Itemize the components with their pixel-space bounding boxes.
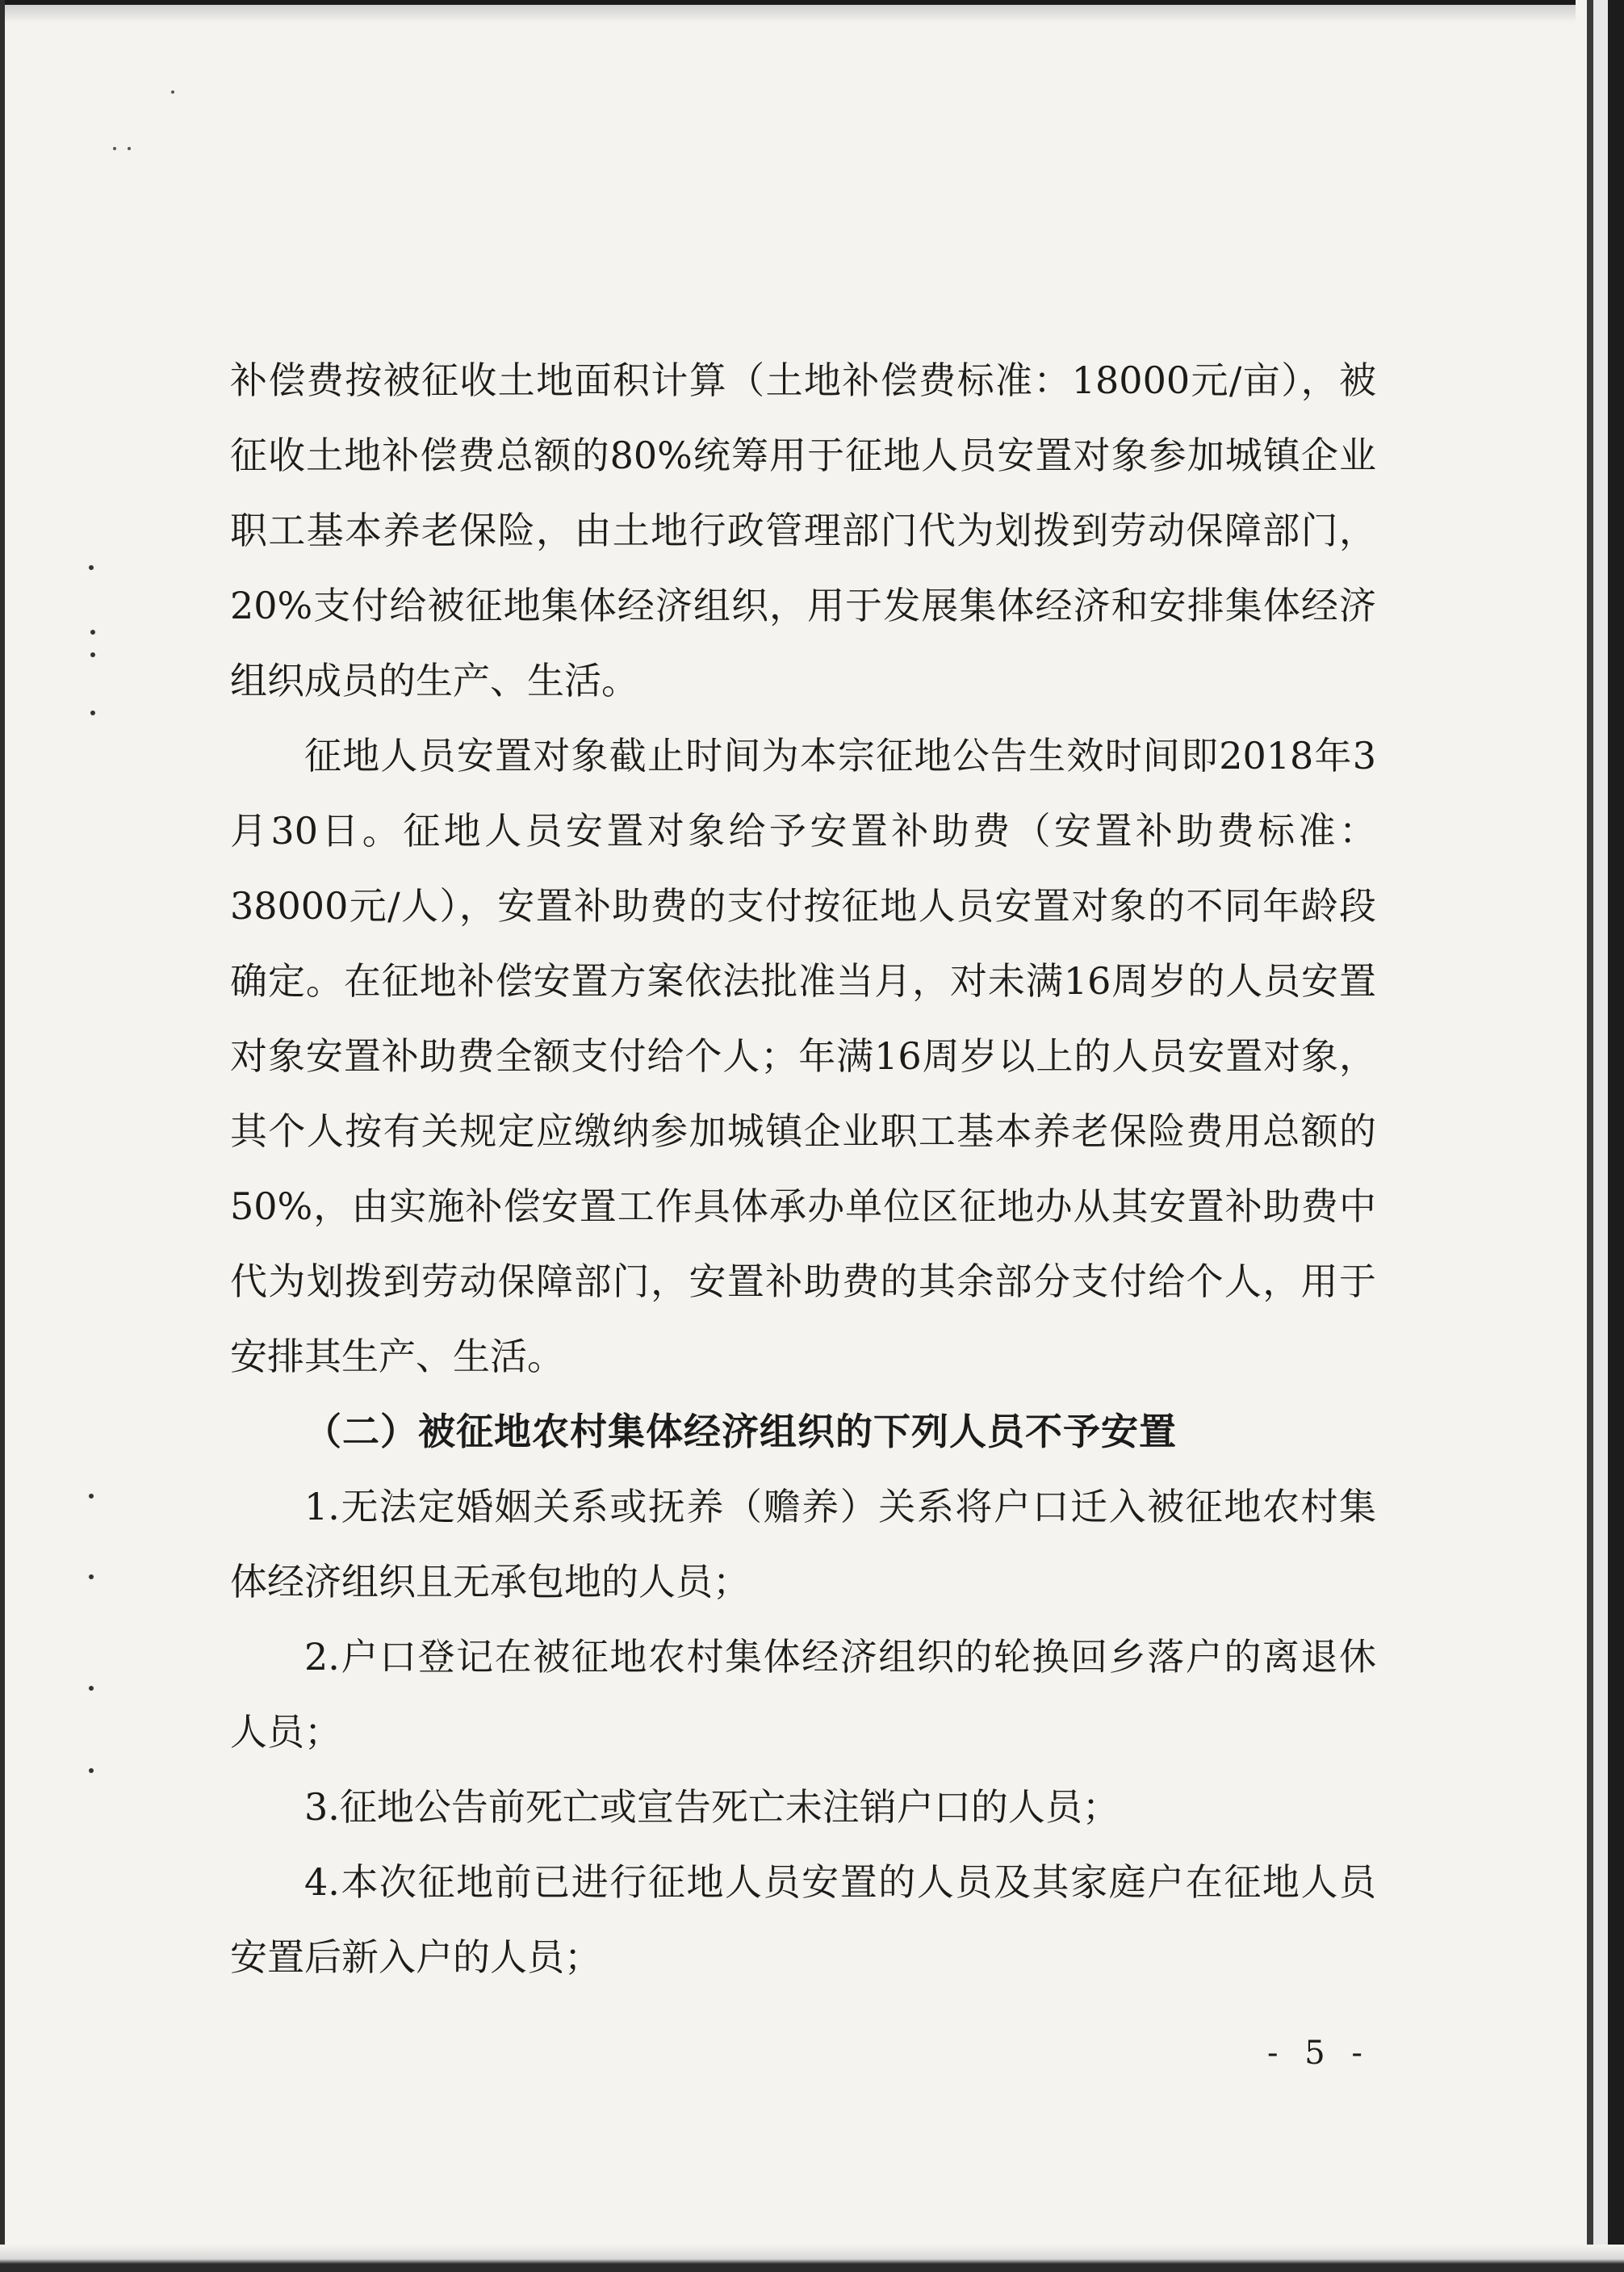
scan-speck	[113, 147, 116, 150]
list-item-4: 4.本次征地前已进行征地人员安置的人员及其家庭户在征地人员安置后新入户的人员；	[230, 1860, 1376, 1979]
binding-hole-mark	[90, 630, 95, 635]
page-number: - 5 -	[1267, 2035, 1371, 2072]
scan-speck	[171, 90, 174, 94]
paragraph-resettlement-deadline: 征地人员安置对象截止时间为本宗征地公告生效时间即2018年3月30日。征地人员安置对象给予安置补助费（安置补助费标准：38000元/人），安置补助费的支付按征地人员安置对象的不同年龄段确定。在征地补偿安置方案依法批准当月，对未满16周岁的人员安置对象安置补助费全额支付给个人；年满16周岁以上的人员安置对象，其个人按有关规定应缴纳参加城镇企业职工基本养老保险费用总额的50%，由实施补偿安置工作具体承办单位区征地办从其安置补助费中代为划拨到劳动保障部门，安置补助费的其余部分支付给个人，用于安排其生产、生活。	[230, 734, 1376, 1378]
scan-edge-left	[0, 0, 5, 2272]
list-item-1: 1.无法定婚姻关系或抚养（赡养）关系将户口迁入被征地农村集体经济组织且无承包地的人员；	[230, 1485, 1376, 1603]
binding-hole-mark	[89, 1494, 94, 1499]
scan-edge-top	[0, 0, 1624, 23]
list-item-3: 3.征地公告前死亡或宣告死亡未注销户口的人员；	[304, 1785, 1120, 1829]
binding-hole-mark	[89, 1686, 94, 1691]
document-body	[230, 343, 1376, 1995]
scan-speck	[128, 147, 131, 150]
scan-edge-right	[1576, 0, 1624, 2272]
binding-hole-mark	[89, 1574, 94, 1579]
list-item-2: 2.户口登记在被征地农村集体经济组织的轮换回乡落户的离退休人员；	[230, 1635, 1376, 1754]
section-heading-not-resettled: （二）被征地农村集体经济组织的下列人员不予安置	[304, 1410, 1177, 1453]
scan-edge-bottom	[0, 2245, 1624, 2272]
binding-hole-mark	[90, 711, 95, 715]
binding-hole-mark	[90, 652, 95, 657]
paragraph-continuation: 补偿费按被征收土地面积计算（土地补偿费标准：18000元/亩），被征收土地补偿费总额的80%统筹用于征地人员安置对象参加城镇企业职工基本养老保险，由土地行政管理部门代为划拨到劳动保障部门，20%支付给被征地集体经济组织，用于发展集体经济和安排集体经济组织成员的生产、生活。	[230, 358, 1376, 702]
binding-hole-mark	[89, 565, 94, 570]
binding-hole-mark	[89, 1768, 94, 1773]
